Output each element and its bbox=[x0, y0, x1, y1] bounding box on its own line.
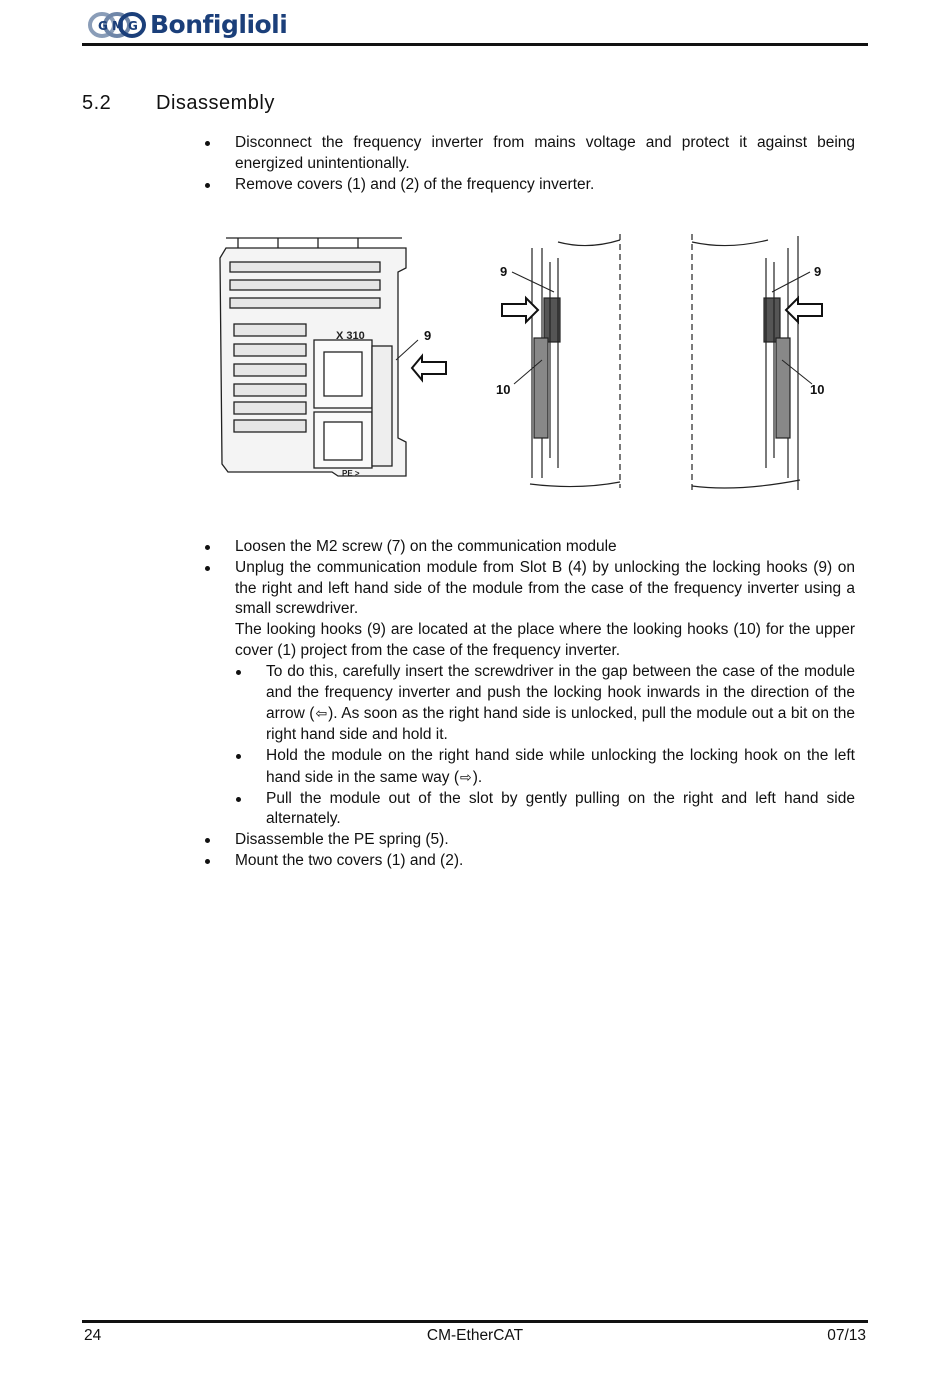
bonfiglioli-logo-icon bbox=[88, 11, 146, 39]
callout-line bbox=[772, 272, 810, 292]
sub-step-hold-module: Hold the module on the right hand side while unlocking the locking hook on the left hand side in the same way (⇨). bbox=[266, 746, 855, 786]
callout-line bbox=[396, 340, 418, 360]
list-item bbox=[235, 746, 855, 789]
sub-steps bbox=[235, 662, 855, 830]
arrow-right-outline-icon: ⇨ bbox=[460, 768, 472, 785]
document-date: 07/13 bbox=[827, 1327, 866, 1344]
page-number: 24 bbox=[84, 1327, 102, 1344]
pe-label: PE > bbox=[342, 469, 360, 478]
callout-label: 10 bbox=[810, 382, 825, 397]
callout-line bbox=[512, 272, 554, 292]
push-arrow-left-icon bbox=[412, 356, 446, 380]
steps-list-main bbox=[204, 537, 855, 872]
callout-label: 9 bbox=[424, 328, 432, 343]
step-pe-spring: Disassemble the PE spring (5). bbox=[235, 831, 449, 849]
section-heading bbox=[82, 92, 275, 115]
list-item bbox=[204, 175, 855, 196]
list-item bbox=[235, 662, 855, 746]
step-remove-covers: Remove covers (1) and (2) of the frequency inverter. bbox=[235, 175, 595, 193]
page-header bbox=[82, 6, 868, 46]
port-label: X 310 bbox=[336, 330, 365, 342]
brand-name: Bonfiglioli bbox=[150, 10, 288, 39]
list-item bbox=[204, 851, 855, 872]
footer-rule bbox=[82, 1320, 868, 1323]
list-item bbox=[204, 537, 855, 558]
step-loosen-screw: Loosen the M2 screw (7) on the communication module bbox=[235, 538, 617, 555]
section-view-left bbox=[530, 234, 620, 488]
svg-text:G: G bbox=[128, 18, 138, 33]
sub-step-insert-screwdriver: To do this, carefully insert the screwdriver in the gap between the case of the module and the frequency inverter and push the locking hook inwards in the direction of the arrow (⇦). As soon as the right hand side is unlocked, pull the module out a bit on the right hand side and hold it. bbox=[266, 662, 855, 744]
list-item bbox=[204, 558, 855, 830]
callout-label: 9 bbox=[814, 264, 822, 279]
arrow-left-outline-icon: ⇦ bbox=[315, 705, 328, 722]
step-unplug-note: The looking hooks (9) are located at the place where the looking hooks (10) for the upper cover (1) project from the case of the frequency inverter. bbox=[235, 621, 855, 659]
section-title: Disassembly bbox=[156, 92, 275, 114]
step-disconnect: Disconnect the frequency inverter from mains voltage and protect it against being energized unintentionally. bbox=[235, 134, 855, 172]
svg-text:M: M bbox=[112, 18, 124, 33]
module-drawing bbox=[220, 238, 406, 476]
list-item bbox=[204, 830, 855, 851]
sub-step-pull-module: Pull the module out of the slot by gently pulling on the right and left hand side alternately. bbox=[266, 789, 855, 828]
section-number: 5.2 bbox=[82, 92, 112, 114]
step-mount-covers: Mount the two covers (1) and (2). bbox=[235, 851, 464, 869]
step-unplug: Unplug the communication module from Slot B (4) by unlocking the locking hooks (9) on the right and left hand side of the module from the case of the frequency inverter using a small screwdriver. bbox=[235, 558, 855, 618]
header-rule bbox=[82, 43, 868, 46]
list-item bbox=[204, 133, 855, 175]
steps-list-top bbox=[204, 133, 855, 195]
callout-label: 9 bbox=[500, 264, 508, 279]
disassembly-figure bbox=[208, 228, 836, 498]
callout-label: 10 bbox=[496, 382, 511, 397]
list-item bbox=[235, 789, 855, 831]
brand-logo bbox=[88, 10, 287, 39]
push-arrow-left-icon bbox=[786, 298, 822, 322]
svg-text:G: G bbox=[98, 18, 108, 33]
document-title: CM-EtherCAT bbox=[426, 1327, 524, 1344]
